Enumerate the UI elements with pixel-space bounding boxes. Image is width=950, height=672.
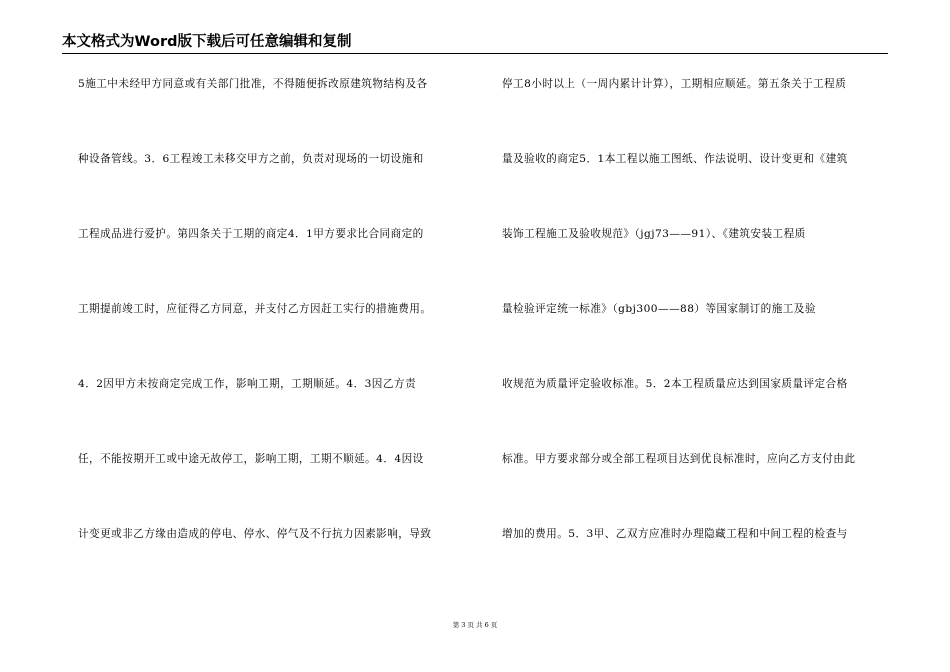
text-line: 4．2因甲方未按商定完成工作，影响工期，工期顺延。4．3因乙方责	[78, 378, 416, 390]
text-line: 增加的费用。5．3甲、乙双方应准时办理隐藏工程和中间工程的检查与	[502, 528, 848, 540]
text-line: 装饰工程施工及验收规范》（jgj73——91）、《建筑安装工程质	[502, 228, 806, 240]
text-line: 标准。甲方要求部分或全部工程项目达到优良标准时，应向乙方支付由此	[502, 453, 856, 465]
text-line: 工期提前竣工时，应征得乙方同意，并支付乙方因赶工实行的措施费用。	[78, 303, 432, 315]
text-line: 量检验评定统一标准》（gbj300——88）等国家制订的施工及验	[502, 303, 816, 315]
text-line: 停工8小时以上（一周内累计计算），工期相应顺延。第五条关于工程质	[502, 78, 847, 90]
text-line: 种设备管线。3．6工程竣工未移交甲方之前，负责对现场的一切设施和	[78, 153, 424, 165]
header-title: 本文格式为Word版下载后可任意编辑和复制	[62, 34, 352, 50]
text-line: 量及验收的商定5．1本工程以施工图纸、作法说明、设计变更和《建筑	[502, 153, 848, 165]
text-line: 任，不能按期开工或中途无故停工，影响工期，工期不顺延。4．4因设	[78, 453, 424, 465]
text-line: 5施工中未经甲方同意或有关部门批准，不得随便拆改原建筑物结构及各	[78, 78, 428, 90]
text-line: 计变更或非乙方缘由造成的停电、停水、停气及不行抗力因素影响，导致	[78, 528, 432, 540]
page-header	[62, 33, 888, 55]
header-divider	[62, 53, 888, 54]
text-line: 收规范为质量评定验收标准。5．2本工程质量应达到国家质量评定合格	[502, 378, 848, 390]
page-number: 第 3 页 共 6 页	[452, 621, 498, 629]
text-line: 工程成品进行爱护。第四条关于工期的商定4．1甲方要求比合同商定的	[78, 228, 424, 240]
